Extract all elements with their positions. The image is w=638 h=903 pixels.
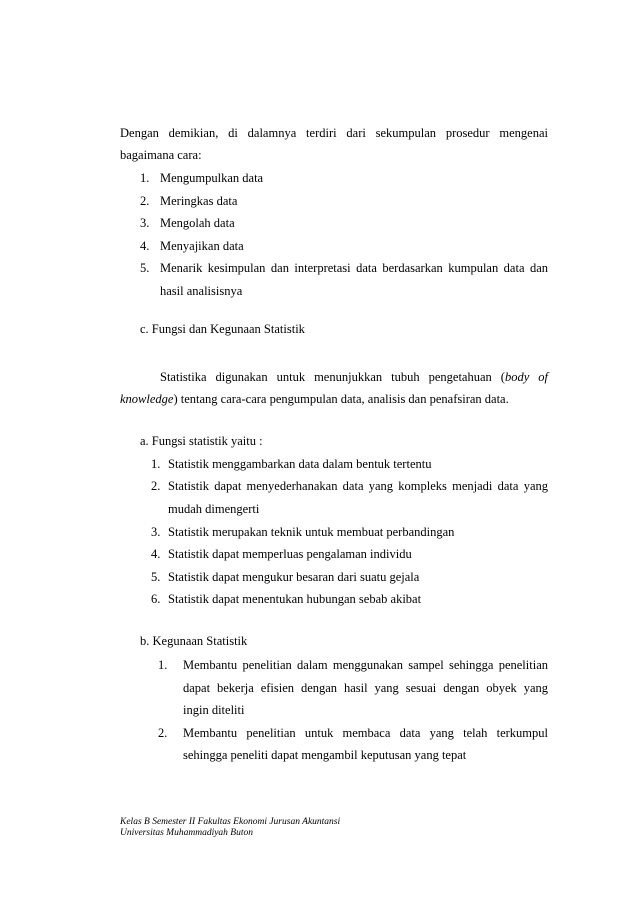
paragraph-line-1: Statistika digunakan untuk menunjukkan tubuh pengetahuan (body of: [160, 370, 548, 384]
kegunaan-number: 1.: [158, 658, 168, 672]
step-number: 5.: [140, 261, 150, 275]
step-text: Mengumpulkan data: [160, 171, 264, 185]
kegunaan-text-continued: sehingga peneliti dapat mengambil keputusan yang tepat: [183, 748, 467, 762]
fungsi-text: Statistik dapat mengukur besaran dari suatu gejala: [168, 570, 420, 584]
kegunaan-text-continued: ingin diteliti: [183, 703, 245, 717]
fungsi-text: Statistik dapat menyederhanakan data yang kompleks menjadi data yang: [168, 479, 548, 493]
fungsi-text-continued: mudah dimengerti: [168, 502, 260, 516]
step-number: 4.: [140, 239, 150, 253]
kegunaan-text: Membantu penelitian dalam menggunakan sampel sehingga penelitian: [183, 658, 548, 672]
step-number: 2.: [140, 194, 150, 208]
paragraph-line-2: knowledge) tentang cara-cara pengumpulan data, analisis dan penafsiran data.: [120, 392, 509, 406]
fungsi-text: Statistik menggambarkan data dalam bentuk tertentu: [168, 457, 432, 471]
fungsi-number: 5.: [151, 570, 161, 584]
subsection-heading: a. Fungsi statistik yaitu :: [140, 434, 263, 448]
fungsi-text: Statistik dapat menentukan hubungan sebab akibat: [168, 592, 422, 606]
step-text: Mengolah data: [160, 216, 235, 230]
step-number: 1.: [140, 171, 150, 185]
fungsi-number: 2.: [151, 479, 161, 493]
step-text-continued: hasil analisisnya: [160, 284, 243, 298]
step-text: Meringkas data: [160, 194, 238, 208]
step-text: Menarik kesimpulan dan interpretasi data berdasarkan kumpulan data dan: [160, 261, 548, 275]
fungsi-text: Statistik dapat memperluas pengalaman individu: [168, 547, 412, 561]
footer-line-2: Universitas Muhammadiyah Buton: [120, 828, 253, 838]
fungsi-number: 6.: [151, 592, 161, 606]
step-number: 3.: [140, 216, 150, 230]
step-text: Menyajikan data: [160, 239, 244, 253]
intro-line-1: Dengan demikian, di dalamnya terdiri dari sekumpulan prosedur mengenai: [120, 126, 548, 140]
fungsi-number: 4.: [151, 547, 161, 561]
footer-line-1: Kelas B Semester II Fakultas Ekonomi Jurusan Akuntansi: [120, 817, 341, 827]
section-heading: c. Fungsi dan Kegunaan Statistik: [140, 322, 305, 336]
fungsi-number: 3.: [151, 525, 161, 539]
kegunaan-number: 2.: [158, 726, 168, 740]
fungsi-text: Statistik merupakan teknik untuk membuat perbandingan: [168, 525, 455, 539]
kegunaan-text: Membantu penelitian untuk membaca data yang telah terkumpul: [183, 726, 548, 740]
fungsi-number: 1.: [151, 457, 161, 471]
subsection-heading: b. Kegunaan Statistik: [140, 634, 248, 648]
kegunaan-text-continued: dapat bekerja efisien dengan hasil yang sesuai dengan obyek yang: [183, 681, 548, 695]
intro-line-2: bagaimana cara:: [120, 148, 202, 162]
